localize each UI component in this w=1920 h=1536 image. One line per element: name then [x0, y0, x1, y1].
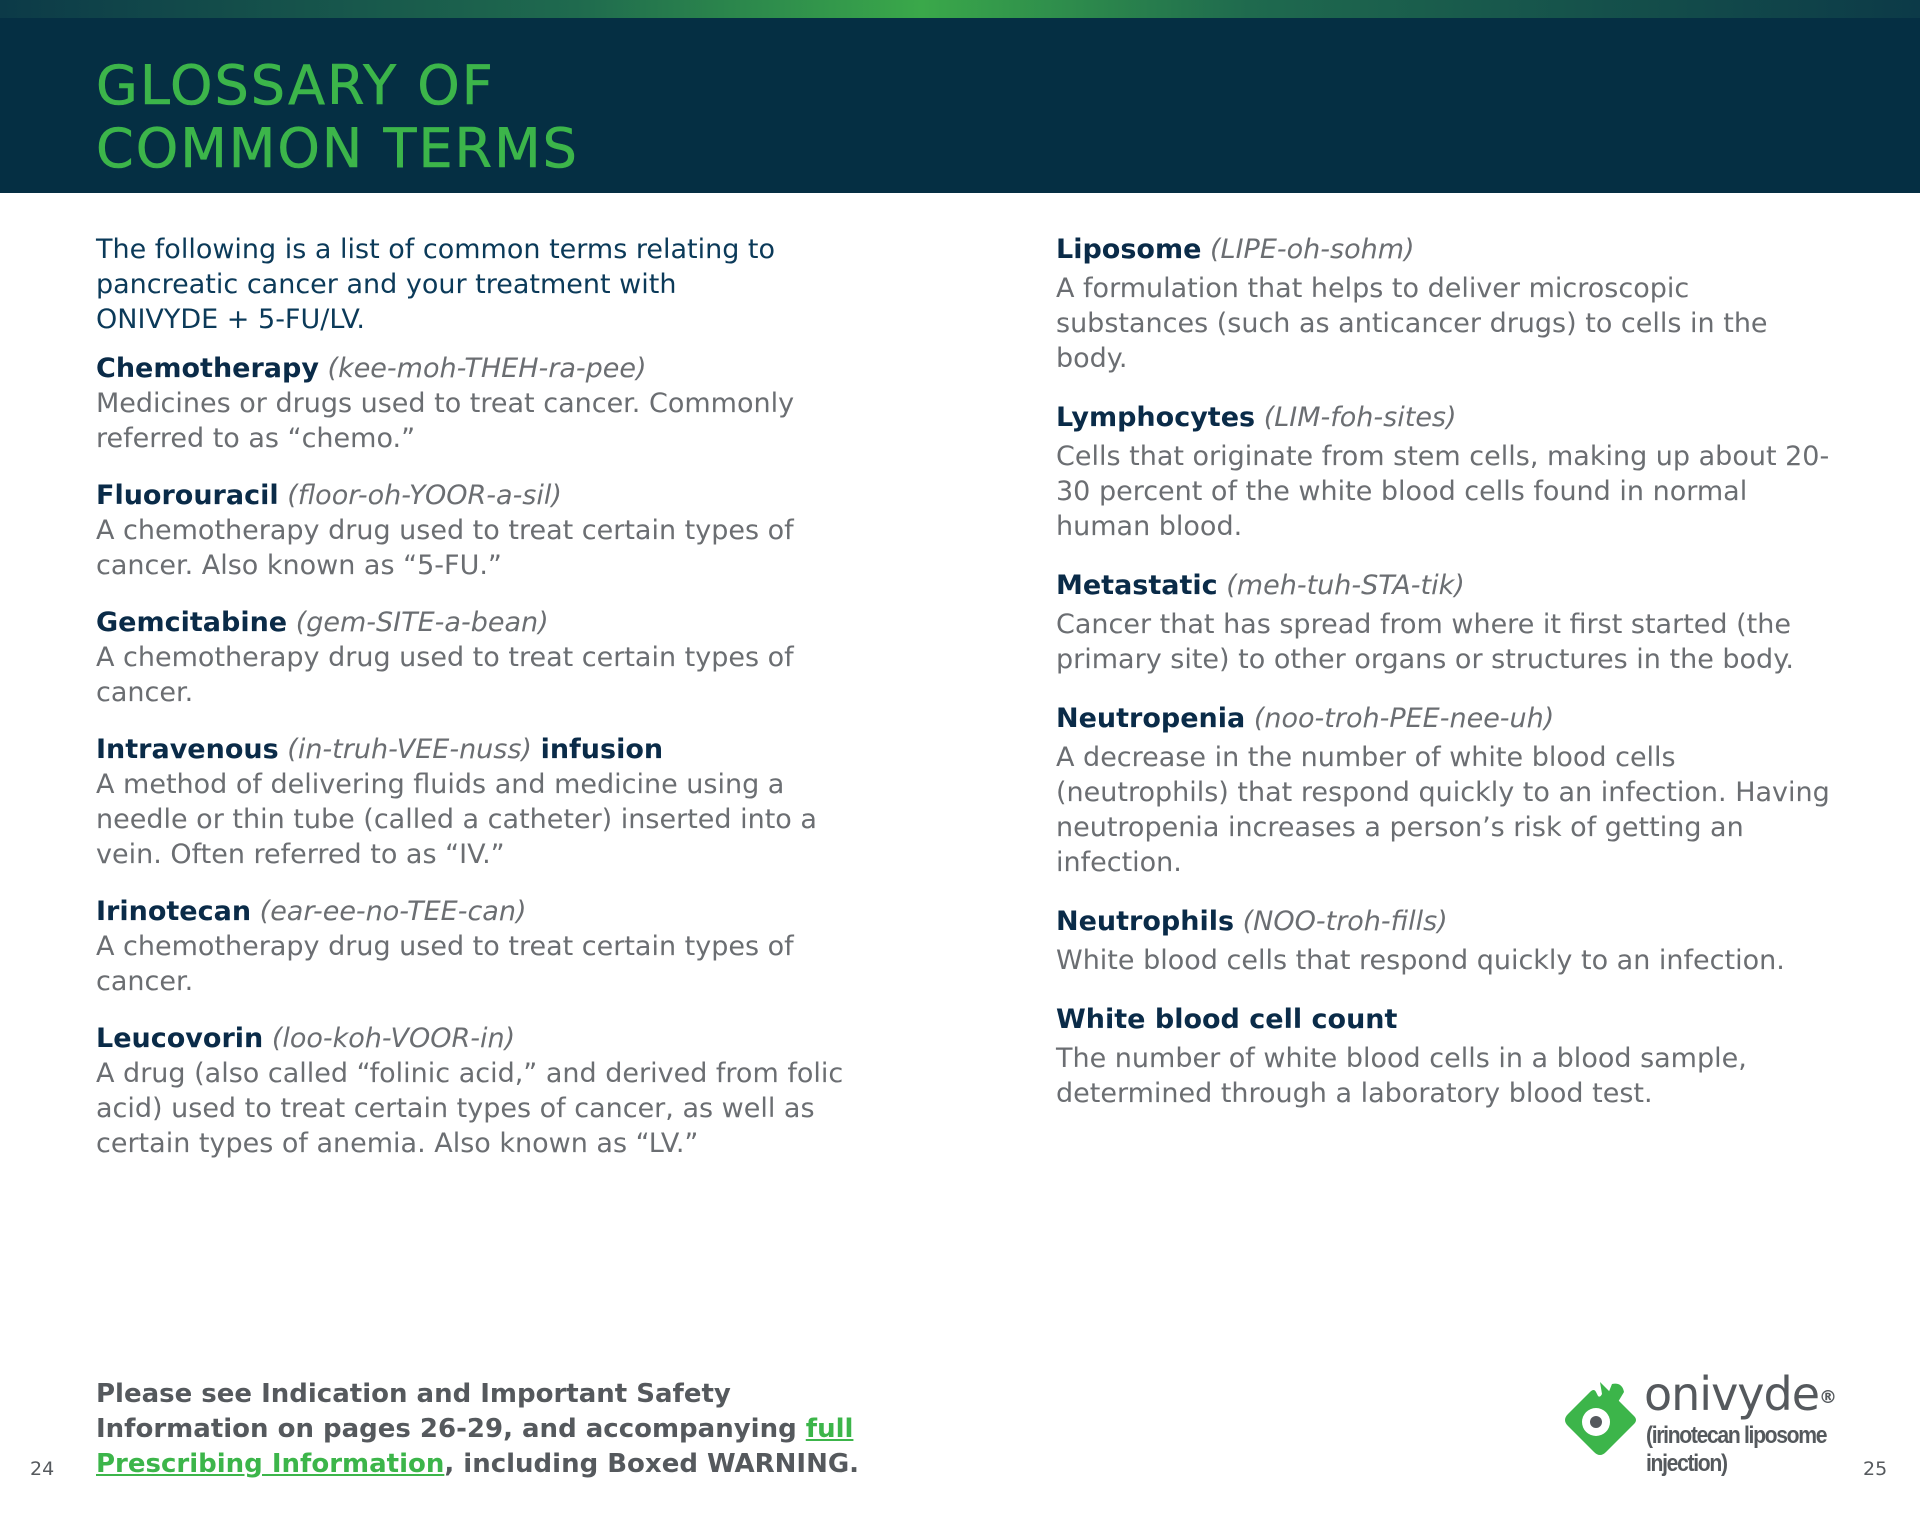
- glossary-term: Neutropenia: [1056, 703, 1246, 734]
- glossary-pronunciation: (ear-ee-no-TEE-can): [259, 896, 527, 927]
- glossary-entry: [1056, 232, 1836, 376]
- glossary-term: Irinotecan: [96, 896, 252, 927]
- glossary-term-line: [1056, 568, 1836, 603]
- onivyde-logo-icon: [1560, 1378, 1640, 1458]
- glossary-definition: A chemotherapy drug used to treat certain types of cancer.: [96, 931, 794, 997]
- glossary-term-line: [96, 732, 876, 767]
- glossary-definition: A chemotherapy drug used to treat certain types of cancer. Also known as “5-FU.”: [96, 515, 794, 581]
- glossary-term: Lymphocytes: [1056, 402, 1256, 433]
- glossary-term-suffix: infusion: [540, 734, 664, 765]
- glossary-definition: A formulation that helps to deliver microscopic substances (such as anticancer drugs) to cells in the body.: [1056, 273, 1768, 374]
- glossary-definition: A decrease in the number of white blood cells (neutrophils) that respond quickly to an infection. Having neutropenia increases a person’s risk of getting an infection.: [1056, 742, 1830, 878]
- glossary-term: White blood cell count: [1056, 1004, 1398, 1035]
- glossary-term-line: [1056, 904, 1836, 939]
- glossary-list-left: [96, 351, 876, 1161]
- glossary-definition: Cancer that has spread from where it first started (the primary site) to other organs or structures in the body.: [1056, 609, 1794, 675]
- glossary-term: Neutrophils: [1056, 906, 1235, 937]
- glossary-pronunciation: (NOO-troh-fills): [1242, 906, 1448, 937]
- glossary-entry: [1056, 701, 1836, 880]
- glossary-pronunciation: (in-truh-VEE-nuss): [287, 734, 532, 765]
- onivyde-logo: [1560, 1368, 1840, 1488]
- glossary-left-column: [96, 232, 876, 1183]
- glossary-pronunciation: (loo-koh-VOOR-in): [271, 1023, 516, 1054]
- glossary-term-line: [96, 351, 876, 386]
- glossary-entry: [1056, 568, 1836, 677]
- glossary-term-line: [1056, 232, 1836, 267]
- page-number-right: 25: [1863, 1458, 1888, 1480]
- glossary-term-line: [1056, 400, 1836, 435]
- top-accent-stripe: [0, 0, 1920, 18]
- intro-text: The following is a list of common terms relating to pancreatic cancer and your treatment with ONIVYDE + 5-FU/LV.: [96, 234, 776, 335]
- glossary-pronunciation: (noo-troh-PEE-nee-uh): [1253, 703, 1555, 734]
- glossary-entry: [96, 1021, 876, 1161]
- glossary-pronunciation: (LIM-foh-sites): [1263, 402, 1457, 433]
- glossary-right-column: [1056, 232, 1836, 1135]
- safety-information-note: Please see Indication and Important Safety Information on pages 26-29, and accompanying full Prescribing Information, including Boxed WARNING.: [96, 1379, 860, 1479]
- glossary-definition: The number of white blood cells in a blood sample, determined through a laboratory blood test.: [1056, 1043, 1747, 1109]
- prescribing-information-link[interactable]: full Prescribing Information: [96, 1414, 854, 1479]
- glossary-definition: White blood cells that respond quickly to an infection.: [1056, 945, 1785, 976]
- glossary-pronunciation: (floor-oh-YOOR-a-sil): [287, 480, 562, 511]
- glossary-definition: A method of delivering fluids and medicine using a needle or thin tube (called a catheter) inserted into a vein. Often referred to as “IV.”: [96, 769, 817, 870]
- glossary-entry: [96, 478, 876, 583]
- onivyde-wordmark: onivyde®: [1644, 1367, 1837, 1421]
- glossary-term-line: [96, 1021, 876, 1056]
- glossary-definition: Medicines or drugs used to treat cancer. Commonly referred to as “chemo.”: [96, 388, 795, 454]
- glossary-definition: A chemotherapy drug used to treat certain types of cancer.: [96, 642, 794, 708]
- glossary-pronunciation: (kee-moh-THEH-ra-pee): [327, 353, 647, 384]
- glossary-entry: [1056, 400, 1836, 544]
- glossary-term: Gemcitabine: [96, 607, 288, 638]
- glossary-term: Intravenous: [96, 734, 279, 765]
- page-number-left: 24: [30, 1458, 55, 1480]
- glossary-term: Chemotherapy: [96, 353, 319, 384]
- glossary-term: Leucovorin: [96, 1023, 264, 1054]
- glossary-entry: [96, 732, 876, 872]
- glossary-term-line: [96, 605, 876, 640]
- glossary-definition: Cells that originate from stem cells, making up about 20-30 percent of the white blood cells found in normal human blood.: [1056, 441, 1830, 542]
- onivyde-subtitle: (irinotecan liposome injection): [1646, 1422, 1827, 1477]
- glossary-pronunciation: (gem-SITE-a-bean): [295, 607, 549, 638]
- glossary-term: Fluorouracil: [96, 480, 279, 511]
- glossary-entry: [1056, 1002, 1836, 1111]
- glossary-list-right: [1056, 232, 1836, 1111]
- glossary-pronunciation: (LIPE-oh-sohm): [1210, 234, 1415, 265]
- glossary-entry: [96, 351, 876, 456]
- glossary-term-line: [96, 478, 876, 513]
- glossary-entry: [96, 894, 876, 999]
- glossary-definition: A drug (also called “folinic acid,” and derived from folic acid) used to treat certain types of cancer, as well as certain types of anemia. Also known as “LV.”: [96, 1058, 844, 1159]
- glossary-term-line: [96, 894, 876, 929]
- glossary-term: Liposome: [1056, 234, 1202, 265]
- glossary-term-line: [1056, 1002, 1836, 1037]
- glossary-entry: [1056, 904, 1836, 978]
- glossary-pronunciation: (meh-tuh-STA-tik): [1226, 570, 1465, 601]
- glossary-term-line: [1056, 701, 1836, 736]
- page-title: GLOSSARY OF COMMON TERMS: [96, 54, 579, 180]
- page-header: [0, 18, 1920, 193]
- glossary-entry: [96, 605, 876, 710]
- glossary-term: Metastatic: [1056, 570, 1218, 601]
